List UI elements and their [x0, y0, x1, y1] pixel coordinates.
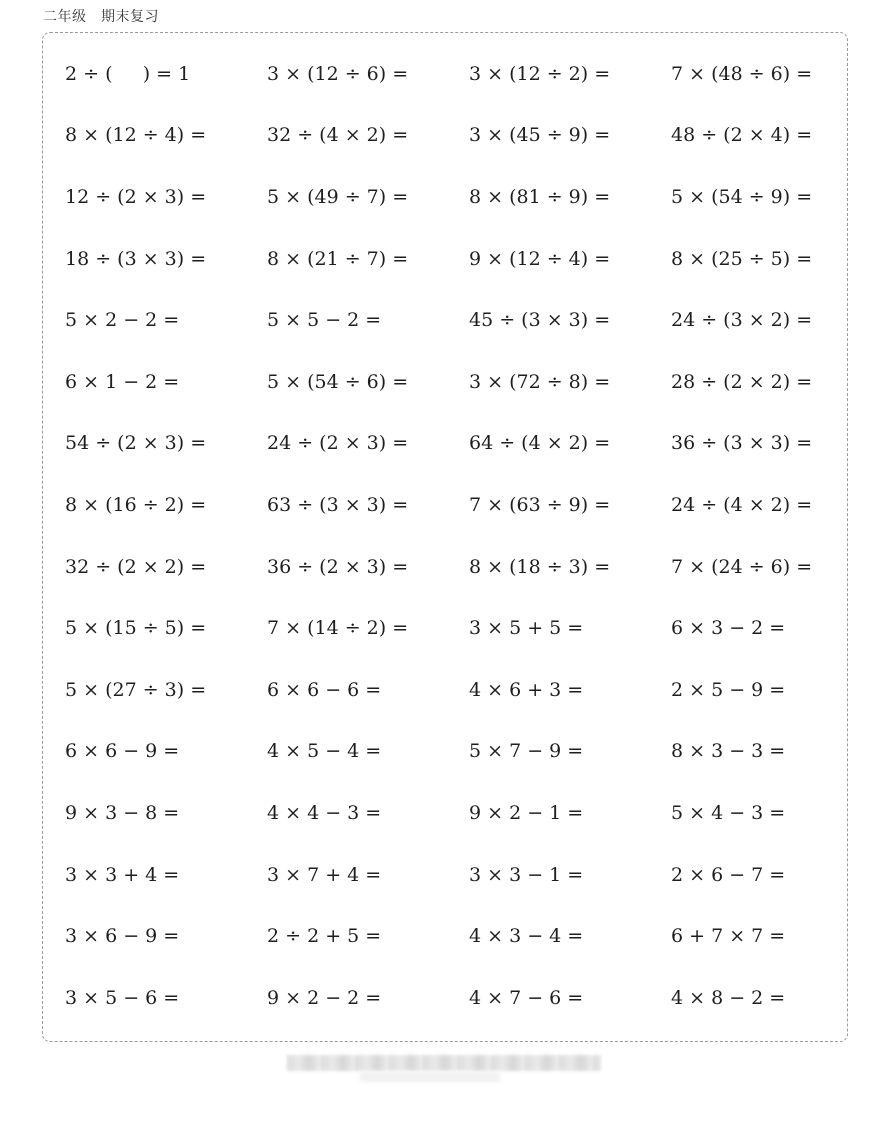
math-problem: 36 ÷ (2 × 3) =	[267, 555, 409, 578]
math-problem: 3 × 6 − 9 =	[65, 925, 180, 948]
math-problem: 5 × 7 − 9 =	[469, 740, 584, 763]
math-problem: 5 × (15 ÷ 5) =	[65, 617, 207, 640]
math-problem: 7 × (63 ÷ 9) =	[469, 493, 611, 516]
math-problem: 8 × (12 ÷ 4) =	[65, 124, 207, 147]
math-problem: 3 × 5 − 6 =	[65, 986, 180, 1009]
math-problem: 3 × (12 ÷ 2) =	[469, 62, 611, 85]
math-problem: 6 × 3 − 2 =	[671, 617, 786, 640]
math-problem: 36 ÷ (3 × 3) =	[671, 432, 813, 455]
math-problem: 24 ÷ (4 × 2) =	[671, 493, 813, 516]
problem-box	[42, 32, 848, 1042]
math-problem: 54 ÷ (2 × 3) =	[65, 432, 207, 455]
math-problem: 5 × 2 − 2 =	[65, 309, 180, 332]
math-problem: 9 × 2 − 2 =	[267, 986, 382, 1009]
math-problem: 2 × 6 − 7 =	[671, 863, 786, 886]
math-problem: 28 ÷ (2 × 2) =	[671, 370, 813, 393]
math-problem: 3 × 3 − 1 =	[469, 863, 584, 886]
math-problem: 3 × (72 ÷ 8) =	[469, 370, 611, 393]
math-problem: 32 ÷ (4 × 2) =	[267, 124, 409, 147]
math-problem: 8 × (21 ÷ 7) =	[267, 247, 409, 270]
math-problem: 5 × (27 ÷ 3) =	[65, 678, 207, 701]
math-problem: 5 × (54 ÷ 6) =	[267, 370, 409, 393]
math-problem: 3 × 3 + 4 =	[65, 863, 180, 886]
math-problem: 6 + 7 × 7 =	[671, 925, 786, 948]
math-problem: 64 ÷ (4 × 2) =	[469, 432, 611, 455]
math-problem: 63 ÷ (3 × 3) =	[267, 493, 409, 516]
math-problem: 7 × (24 ÷ 6) =	[671, 555, 813, 578]
math-problem: 8 × 3 − 3 =	[671, 740, 786, 763]
blurred-footer-watermark-sub	[360, 1072, 500, 1082]
math-problem: 8 × (25 ÷ 5) =	[671, 247, 813, 270]
math-problem: 18 ÷ (3 × 3) =	[65, 247, 207, 270]
math-problem: 3 × 5 + 5 =	[469, 617, 584, 640]
math-problem: 6 × 6 − 6 =	[267, 678, 382, 701]
math-problem: 6 × 1 − 2 =	[65, 370, 180, 393]
math-problem: 2 ÷ ( ) = 1	[65, 62, 191, 85]
math-problem: 4 × 5 − 4 =	[267, 740, 382, 763]
math-problem: 2 × 5 − 9 =	[671, 678, 786, 701]
math-problem: 5 × 4 − 3 =	[671, 801, 786, 824]
math-problem: 2 ÷ 2 + 5 =	[267, 925, 382, 948]
page-header-title: 二年级 期末复习	[43, 9, 159, 25]
math-problem: 8 × (18 ÷ 3) =	[469, 555, 611, 578]
math-problem: 3 × (45 ÷ 9) =	[469, 124, 611, 147]
math-problem: 5 × (54 ÷ 9) =	[671, 185, 813, 208]
blurred-footer-watermark	[287, 1055, 601, 1071]
math-problem: 6 × 6 − 9 =	[65, 740, 180, 763]
math-problem: 9 × 3 − 8 =	[65, 801, 180, 824]
math-problem: 45 ÷ (3 × 3) =	[469, 309, 611, 332]
problem-grid	[65, 43, 855, 1029]
math-problem: 7 × (48 ÷ 6) =	[671, 62, 813, 85]
math-problem: 12 ÷ (2 × 3) =	[65, 185, 207, 208]
math-problem: 32 ÷ (2 × 2) =	[65, 555, 207, 578]
math-problem: 4 × 7 − 6 =	[469, 986, 584, 1009]
math-problem: 9 × 2 − 1 =	[469, 801, 584, 824]
math-problem: 8 × (81 ÷ 9) =	[469, 185, 611, 208]
math-problem: 8 × (16 ÷ 2) =	[65, 493, 207, 516]
math-problem: 5 × 5 − 2 =	[267, 309, 382, 332]
math-problem: 3 × (12 ÷ 6) =	[267, 62, 409, 85]
math-problem: 24 ÷ (3 × 2) =	[671, 309, 813, 332]
math-problem: 7 × (14 ÷ 2) =	[267, 617, 409, 640]
math-problem: 5 × (49 ÷ 7) =	[267, 185, 409, 208]
math-problem: 4 × 6 + 3 =	[469, 678, 584, 701]
math-problem: 4 × 4 − 3 =	[267, 801, 382, 824]
math-problem: 4 × 3 − 4 =	[469, 925, 584, 948]
math-problem: 24 ÷ (2 × 3) =	[267, 432, 409, 455]
math-problem: 4 × 8 − 2 =	[671, 986, 786, 1009]
math-problem: 48 ÷ (2 × 4) =	[671, 124, 813, 147]
math-problem: 9 × (12 ÷ 4) =	[469, 247, 611, 270]
math-problem: 3 × 7 + 4 =	[267, 863, 382, 886]
